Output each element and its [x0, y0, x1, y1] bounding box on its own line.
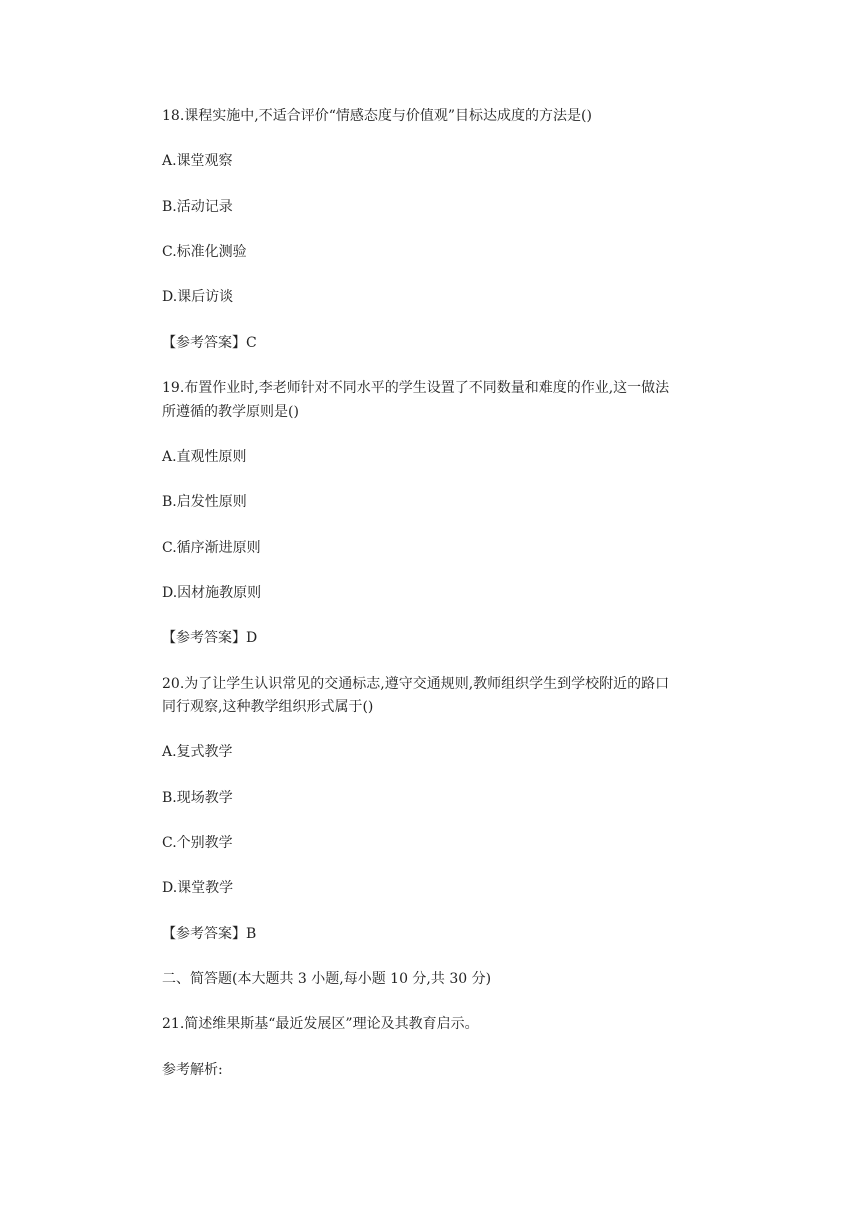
- question-20-answer: 【参考答案】B: [162, 926, 257, 942]
- question-21-stem: 21.简述维果斯基“最近发展区”理论及其教育启示。: [162, 1016, 479, 1032]
- question-20-option-c: C.个别教学: [162, 835, 233, 851]
- question-18-option-a: A.课堂观察: [162, 153, 233, 169]
- question-19-option-a: A.直观性原则: [162, 449, 247, 465]
- question-20-option-b: B.现场教学: [162, 790, 233, 806]
- question-19-option-b: B.启发性原则: [162, 494, 247, 510]
- question-18-stem: 18.课程实施中,不适合评价“情感态度与价值观”目标达成度的方法是(): [162, 108, 592, 124]
- question-18-answer: 【参考答案】C: [162, 335, 257, 351]
- question-19-answer: 【参考答案】D: [162, 630, 258, 646]
- question-19-option-c: C.循序渐进原则: [162, 540, 261, 556]
- question-20-stem-line2: 同行观察,这种教学组织形式属于(): [162, 699, 374, 715]
- question-20-option-a: A.复式教学: [162, 744, 233, 760]
- question-20-option-d: D.课堂教学: [162, 880, 234, 896]
- question-18-option-b: B.活动记录: [162, 199, 233, 215]
- question-18-option-d: D.课后访谈: [162, 289, 234, 305]
- question-19-stem-line1: 19.布置作业时,李老师针对不同水平的学生设置了不同数量和难度的作业,这一做法: [162, 380, 670, 396]
- question-19-option-d: D.因材施教原则: [162, 585, 262, 601]
- question-18-option-c: C.标准化测验: [162, 244, 247, 260]
- question-20-stem-line1: 20.为了让学生认识常见的交通标志,遵守交通规则,教师组织学生到学校附近的路口: [162, 676, 670, 692]
- question-19-stem-line2: 所遵循的教学原则是(): [162, 404, 299, 420]
- section-2-heading: 二、简答题(本大题共 3 小题,每小题 10 分,共 30 分): [162, 971, 492, 987]
- analysis-label: 参考解析:: [162, 1062, 223, 1078]
